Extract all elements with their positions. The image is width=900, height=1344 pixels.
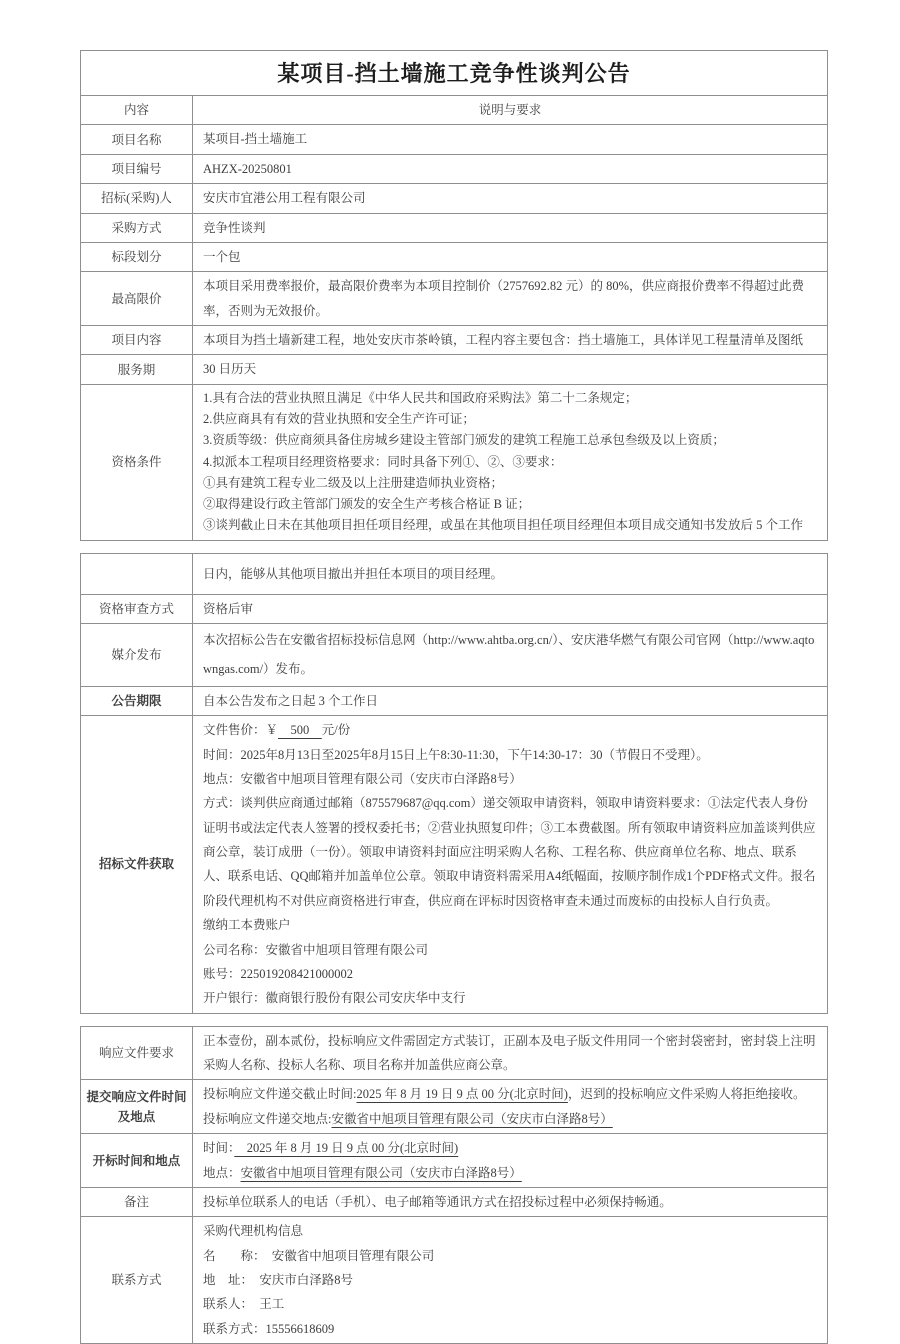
value-cell: 某项目-挡土墙施工 <box>193 125 828 154</box>
row-project-number <box>81 154 828 183</box>
qualification-line: ②取得建设行政主管部门颁发的安全生产考核合格证 B 证； <box>203 497 531 511</box>
value-cell <box>193 384 828 540</box>
label-cell: 项目名称 <box>81 125 193 154</box>
contact-line: 联系人： 王工 <box>203 1297 285 1312</box>
doc-obtain-line: 账号：225019208421000002 <box>203 966 354 981</box>
label-cell: 资格审查方式 <box>81 594 193 623</box>
value-cell: 自本公告发布之日起 3 个工作日 <box>193 686 828 715</box>
label-cell: 提交响应文件时间及地点 <box>81 1080 193 1134</box>
opening-place-line <box>203 1161 817 1185</box>
value-cell: 资格后审 <box>193 594 828 623</box>
contact-line: 采购代理机构信息 <box>203 1224 304 1239</box>
opening-time-prefix: 时间： <box>203 1141 235 1156</box>
row-submission-time-place <box>81 1080 828 1134</box>
value-cell: 30 日历天 <box>193 355 828 384</box>
row-notice-period <box>81 686 828 715</box>
page-title: 某项目-挡土墙施工竞争性谈判公告 <box>81 51 828 96</box>
announcement-document <box>80 50 828 1344</box>
header-label: 内容 <box>81 96 193 125</box>
contact-line: 联系方式：15556618609 <box>203 1321 335 1336</box>
doc-price-value: 500 <box>278 723 322 738</box>
label-cell: 项目内容 <box>81 326 193 355</box>
value-cell: 本项目采用费率报价，最高限价费率为本项目控制价（2757692.82 元）的 80%，供应商报价费率不得超过此费率，否则为无效报价。 <box>193 272 828 326</box>
label-cell: 招标(采购)人 <box>81 184 193 213</box>
row-review-method <box>81 594 828 623</box>
doc-obtain-line: 缴纳工本费账户 <box>203 918 291 933</box>
row-doc-obtain <box>81 716 828 1014</box>
value-cell: 本项目为挡土墙新建工程，地处安庆市茶岭镇，工程内容主要包含：挡土墙施工，具体详见工程量清单及图纸 <box>193 326 828 355</box>
value-cell: 日内，能够从其他项目撤出并担任本项目的项目经理。 <box>193 553 828 594</box>
opening-time-line <box>203 1136 817 1160</box>
label-cell: 招标文件获取 <box>81 716 193 1014</box>
row-lot-division <box>81 242 828 271</box>
value-cell <box>193 1080 828 1134</box>
doc-obtain-line: 公司名称：安徽省中旭项目管理有限公司 <box>203 942 429 957</box>
submission-deadline-suffix: ，迟到的投标响应文件采购人将拒绝接收。 <box>567 1087 806 1102</box>
value-cell <box>193 1217 828 1344</box>
label-cell: 标段划分 <box>81 242 193 271</box>
row-response-requirements <box>81 1026 828 1080</box>
row-max-price <box>81 272 828 326</box>
submission-place-prefix: 投标响应文件递交地点: <box>203 1111 332 1126</box>
row-bid-opening <box>81 1134 828 1188</box>
label-cell-empty <box>81 553 193 594</box>
row-qualification <box>81 384 828 540</box>
submission-place-value: 安徽省中旭项目管理有限公司（安庆市白泽路8号） <box>331 1111 613 1126</box>
label-cell: 响应文件要求 <box>81 1026 193 1080</box>
value-cell <box>193 1134 828 1188</box>
doc-obtain-line: 方式：谈判供应商通过邮箱（875579687@qq.com）递交领取申请资料，领取申请资料要求：①法定代表人身份证明书或法定代表人签署的授权委托书；②营业执照复印件；③工本费截图。所有领取申请资料应加盖谈判供应商公章，装订成册（一份）。领取申请资料封面应注明采购人名称、工程名称、供应商单位名称、地点、联系人、联系电话、QQ邮箱并加盖单位公章。领取申请资料需采用A4纸幅面，按顺序制作成1个PDF格式文件。报名阶段代理机构不对供应商资格进行审查，供应商在评标时因资格审查未通过而废标的由投标人自行负责。 <box>203 796 816 908</box>
value-cell: 安庆市宜港公用工程有限公司 <box>193 184 828 213</box>
doc-price-line <box>203 718 817 742</box>
label-cell: 备注 <box>81 1187 193 1216</box>
qualification-line: 3.资质等级：供应商须具备住房城乡建设主管部门颁发的建筑工程施工总承包叁级及以上资质； <box>203 433 725 448</box>
row-procurement-method <box>81 213 828 242</box>
header-value: 说明与要求 <box>193 96 828 125</box>
row-qualification-continuation <box>81 553 828 594</box>
row-media-publish <box>81 624 828 687</box>
label-cell: 开标时间和地点 <box>81 1134 193 1188</box>
row-project-name <box>81 125 828 154</box>
doc-price-suffix: 元/份 <box>321 723 351 738</box>
contact-line: 名 称： 安徽省中旭项目管理有限公司 <box>203 1248 435 1263</box>
label-cell: 服务期 <box>81 355 193 384</box>
column-header-row <box>81 96 828 125</box>
qualification-line: 4.拟派本工程项目经理资格要求：同时具备下列①、②、③要求： <box>203 454 563 469</box>
opening-time-value: 2025 年 8 月 19 日 9 点 00 分(北京时间) <box>234 1141 459 1156</box>
qualification-line: 2.供应商具有有效的营业执照和安全生产许可证； <box>203 412 475 426</box>
value-cell: AHZX-20250801 <box>193 154 828 183</box>
row-project-content <box>81 326 828 355</box>
label-cell: 联系方式 <box>81 1217 193 1344</box>
row-service-period <box>81 355 828 384</box>
qualification-line: 1.具有合法的营业执照且满足《中华人民共和国政府采购法》第二十二条规定； <box>203 390 638 405</box>
title-row <box>81 51 828 96</box>
contact-line: 地 址： 安庆市白泽路8号 <box>203 1273 354 1287</box>
doc-obtain-line: 地点：安徽省中旭项目管理有限公司（安庆市白泽路8号） <box>203 771 522 786</box>
value-cell: 一个包 <box>193 242 828 271</box>
submission-deadline-prefix: 投标响应文件递交截止时间: <box>203 1087 357 1102</box>
value-cell: 正本壹份，副本贰份，投标响应文件需固定方式装订，正副本及电子版文件用同一个密封袋密封，密封袋上注明采购人名称、投标人名称、项目名称并加盖供应商公章。 <box>193 1026 828 1080</box>
value-cell <box>193 716 828 1014</box>
doc-obtain-line: 时间：2025年8月13日至2025年8月15日上午8:30-11:30，下午14:30-17：30（节假日不受理）。 <box>203 747 709 762</box>
submission-place-line <box>203 1107 817 1131</box>
label-cell: 最高限价 <box>81 272 193 326</box>
opening-place-value: 安徽省中旭项目管理有限公司（安庆市白泽路8号） <box>240 1165 522 1180</box>
row-contact <box>81 1217 828 1344</box>
qualification-line: ③谈判截止日未在其他项目担任项目经理，或虽在其他项目担任项目经理但本项目成交通知书发放后 5 个工作 <box>203 518 804 533</box>
value-cell: 本次招标公告在安徽省招标投标信息网（http://www.ahtba.org.cn/）、安庆港华燃气有限公司官网（http://www.aqtowngas.com/）发布。 <box>193 624 828 687</box>
value-cell: 竞争性谈判 <box>193 213 828 242</box>
opening-place-prefix: 地点： <box>203 1165 241 1180</box>
announcement-table-page2 <box>80 553 828 1014</box>
label-cell: 采购方式 <box>81 213 193 242</box>
label-cell: 资格条件 <box>81 384 193 540</box>
submission-deadline-line <box>203 1082 817 1106</box>
value-cell: 投标单位联系人的电话（手机）、电子邮箱等通讯方式在招投标过程中必须保持畅通。 <box>193 1187 828 1216</box>
row-purchaser <box>81 184 828 213</box>
doc-obtain-line: 开户银行：徽商银行股份有限公司安庆华中支行 <box>203 991 466 1006</box>
row-remark <box>81 1187 828 1216</box>
label-cell: 媒介发布 <box>81 624 193 687</box>
qualification-line: ①具有建筑工程专业二级及以上注册建造师执业资格； <box>203 475 504 490</box>
doc-price-prefix: 文件售价：￥ <box>203 723 279 738</box>
submission-deadline-value: 2025 年 8 月 19 日 9 点 00 分(北京时间) <box>356 1087 568 1102</box>
label-cell: 公告期限 <box>81 686 193 715</box>
announcement-table-page3 <box>80 1026 828 1344</box>
announcement-table-page1 <box>80 50 828 541</box>
label-cell: 项目编号 <box>81 154 193 183</box>
